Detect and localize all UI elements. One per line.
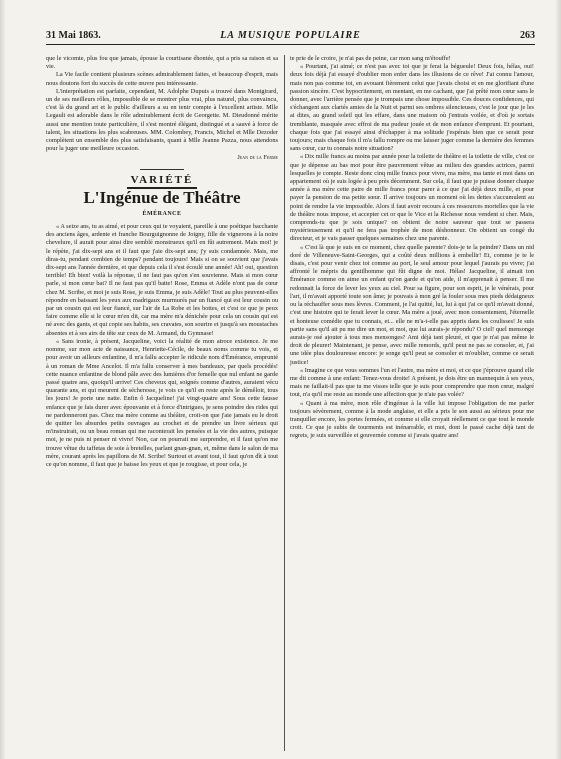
paragraph: que le vicomte, plus fou que jamais, épouse la courtisane éhontée, qui a pris sa raison et sa vie.	[46, 55, 278, 71]
separator-rule	[140, 169, 184, 170]
paragraph: « C'est là que je suis en ce moment, chez quelle parente? dois-je te la peindre? Dans un nid doré de Villeneuve-Saint-Georges, qui a coûté deux millions à embellir! Et, comme je te le disais, c'est pour venir chez toi comme au port, le seul amour pour lequel j'aurais pu vivre; j'ai affronté le mépris du gentilhomme qui fût digne de moi. Hélas! Jacqueline, il aimait ton Émérance comme on aime un enfant qu'on garde et qu'on aide, il m'apprenait à penser. Il me redonnait la force de lever les yeux au ciel. Pour sa figure, pour son esprit, je le vénérais, pour l'art, il m'avait apporté toute son âme; je pouvais à mon gré la fouler sous mes pieds dédaigneux ou la réchauffer sous mes lèvres. Comment, je l'ai quitté, lui, lui à qui j'ai ce qu'il m'avait donné, c'est une histoire qui te ferait lever le cœur. Ma mère a joué, avec mon consentement, l'éternelle et honteuse comédie que tu connais, et... elle ne m'a-t-elle pas appris dans les coulisses! Je suis partie sans qu'il ait pu me dire un mot, et moi, que lui aurais-je répondu? O ciel! quel mensonge aurais-je osé ajouter à tous mes mensonges? Ami déjà tant pleuré, et que je n'ai pas même le droit de pleurer! Maintenant, je pense, avec mille remords, qu'il peut ne pas se consoler, et, j'ai une idée plus douloureuse encore: je songe qu'il peut se consoler et m'oublier, comme ce serait justice!	[290, 243, 534, 366]
right-column	[290, 55, 534, 751]
paragraph: « Pourtant, j'ai aimé; ce n'est pas avec toi que je ferai la bégueule! Deux fois, hélas, oui! deux fois déjà j'ai essayé d'oublier mon enfer dans les illusions de ce rêve! J'ai connu l'amour, mais non pas comme toi, en avouant fièrement celui que j'avais choisi et en me glorifiant d'une passion sincère. C'est hypocritement, en mentant, en me cachant, que j'ai prêté mon cœur sans le donner, avec l'arrière pensée que je trompais une chose impossible. Ces douces confidences, qui s'échangent aux clartés amies de la Nuit et parmi ses ombres silencieuses, c'est le jour que je les ai dites, au grand soleil qui les effare, dans une maison où j'entrais voilée, et d'où je sortais tremblante, masquée avec effroi de ma pudeur jouée et de mon enfance d'emprunt. Et pourtant, chaque fois que j'ai essayé ainsi d'échapper à ma solitude j'espérais bien que ce serait pour toujours; mais chaque fois il m'a fallu rompre ou me laisser juger comme la dernière des femmes sans cœur, car tu connais notre situation?	[290, 63, 534, 153]
page-number: 263	[520, 30, 535, 41]
column-rule	[284, 55, 285, 751]
paragraph: « Imagine ce que vous sommes l'un et l'autre, ma mère et moi, et ce que j'éprouve quand elle me dit comme à une enfant: Tenez-vous droite! A présent, je dois être un mannequin à ses yeux, mais ne faillait-il pas que tu me visses telle que je suis pour comprendre que mon cœur, malgré tout, n'a qu'il me reste au monde une affection que je n'aie pas volée?	[290, 366, 534, 399]
issue-date: 31 Mai 1863.	[46, 30, 101, 41]
left-column	[46, 55, 278, 751]
page-edge-right	[555, 0, 561, 759]
journal-title: LA MUSIQUE POPULAIRE	[220, 30, 361, 41]
paragraph: « Dix mille francs au moins par année pour la toilette de théâtre et la toilette de ville, c'est ce que je dépense au bas mot pour être pauvrement vêtue au milieu des grandes actrices, parmi lesquelles je compte. Reste donc cinq mille francs pour vivre, ma mère, ma tante et moi dans un appartement où je suis logée à peu près décemment. Sur cela, il faut que je puisse donner chaque année à ma mère cette paire de mille francs pour parer à ce que j'ai déjà deux mille, et pour payer la pension de ma petite sœur. Il arrive toujours un moment où les dettes s'accumulent au point de rendre la vie impossible. Alors il faut avoir recours à ces ressources mortelles que la vie de théâtre nous impose, et accepter cet or que le Vice et la Richesse nous vendent si cher. Mais, comprends-tu que je sois unique? on obtient de notre sauveur que tout se passera mystérieusement et qu'il ne fera pas trophée de mon déshonneur. On obtient un congé du directeur, et je vais passer quelques semaines chez une parente.	[290, 153, 534, 243]
signature: Jean de la Ferme	[237, 154, 278, 162]
paragraph: La Vie facile contient plusieurs scènes admirablement faites, et beaucoup d'esprit, mais nous doutons fort du succès de cette œuvre peu intéressante.	[46, 71, 278, 87]
paragraph: « Quant à ma mère, mon rôle d'ingénue à la ville lui impose l'obligation de me parler toujours sévèrement, comme à la mode anglaise, et elle a pris le son aussi au sérieux pour me tranquiller encore, les portes fermées, et comme si elle croyait réellement ce que tout le monde croit. Ce que je subis de tourments est inénarrable, et moi, dont le passé cache déjà tant de regrets, je suis surveillée et gouvernée comme si j'avais quatre ans!	[290, 399, 534, 440]
article-title: L'Ingénue de Théâtre	[83, 187, 241, 207]
article-subtitle: ÉMÉRANCE	[142, 210, 182, 217]
section-heading-text: VARIÉTÉ	[127, 174, 198, 189]
page-header	[46, 28, 535, 45]
section-heading	[46, 173, 278, 186]
page-edge-left	[0, 0, 6, 759]
paragraph: « A seize ans, tu as aimé, et pour ceux qui te voyaient, pareille à une poétique bacchante des anciens âges, ardente et franche Bourguignonne de Joigny, fille de vignerons à la noire chevelure, il aurait pour ainsi dire semblé monstrueux qu'il en fût autrement. Mais moi! je le répète, j'ai dix-sept ans et il faut que j'aie dix-sept ans; j'y suis condamnée. Mais, me diras-tu, pendant combien de temps? pendant toujours! Mais si on se souvient que j'avais dix-sept ans l'année dernière, et que depuis cela il s'est écoulé une année! Ah! oui, question terrible! Eh bien! voilà la réponse, il ne faut pas qu'on s'en souvienne. Mais si mon cœur parle, si mon cœur bat? Il ne faut pas qu'il batte! Rose, Emma et Adèle n'ont pas de cœur chez M. Scribe, et moi je suis Rose, je suis Emma, je suis Adèle! Tout au plus peuvent-elles répondre en baissant les yeux aux madrigaux murmurés par un fiancé qui est leur cousin ou par un cousin qui est leur fiancé, sur l'air de La Robe et les bottes, et c'est ce que je peux faire comme elle si le cœur m'en dit, car ma mère m'a dénichée pour cela un cousin qui est né avec des gants, et qui copie ses habits, ses cravates, son sourire et jusqu'à ses moustaches absentes et à ses airs de tête sur ceux de M. Armand, du Gymnase!	[46, 223, 278, 337]
paragraph: « Sans ironie, à présent, Jacqueline, voici la réalité de mon atroce existence. Je me nomme, sur mon acte de naissance, Henriette-Cécile, de beaux noms comme tu vois, et pour avoir un ailleurs enfantine, il m'a fallu accepter le ridicule nom d'Émérance, emprunté à un roman de Mme Ancelot. Il m'a fallu conserver à mes bandeaux, par quels procédés! cette nuance enfantine de blond pâle avec des lumières d'or femelle que nul enfant ne garde passé quatre ans, quoiqu'il arrive! Ces cheveux qui, soignés comme d'autres, auraient vécu quarante ans, et qui meurent de sécheresse, je vois ce qu'il en reste après le démêloir, tous les jours! Je porte une natte. Enfin ô Jacqueline! j'ai vingt-quatre ans! Sous cette fausse enfance que je fais durer avec épouvante et à force d'intrigues, je sens poindre des rides qui ne pardonneront pas. Chez ma mère comme au théâtre, croit-on que j'aie jamais eu le droit de quitter les absurdes petits ouvrages au crochet et de prendre un livre sérieux qui m'instruirait, ou un beau roman qui me raconterait les pensées et la vie des autres, puisque moi, je ne puis ni penser ni vivre! Non, car on pourrait me surprendre, et il faut qu'on me trouve vêtue du taffetas de soie à bretelles, parlant gnan-gnan, et, même dans le salon de ma mère, courant après les papillons de M. Scribe! Surtout et avant tout, il faut qu'on dît à tout ce qu'on nomme, il faut que je baisse les yeux et que je rougisse, et pour cela, je	[46, 337, 278, 468]
paragraph: L'interprétation est parfaite, cependant, M. Adolphe Dupuis a trouvé dans Montgirard, un de ses meilleurs rôles, impossible de se montrer plus vrai, plus naturel, plus convaincu, c'est là du grand art et le public d'ailleurs a su en tenir compte à l'excellent artiste. Mlle Legault est adorable dans le rôle admirablement écrit de Georgette. M. Dieudonné mérite aussi une mention toute particulière, il s'est montré élégant, distingué et a sauvé à force de talent, les situations les plus scabreuses. MM. Colombey, Francis, Michel et Mlle Dezoder complètent un ensemble des plus satisfaisants, quant à Mlle Jeanne Pazza, nous attendons pour la juger une meilleure occasion.	[46, 87, 278, 153]
paragraph: te prie de le croire, je n'ai pas de peine, car mon sang m'étouffe!	[290, 55, 451, 62]
